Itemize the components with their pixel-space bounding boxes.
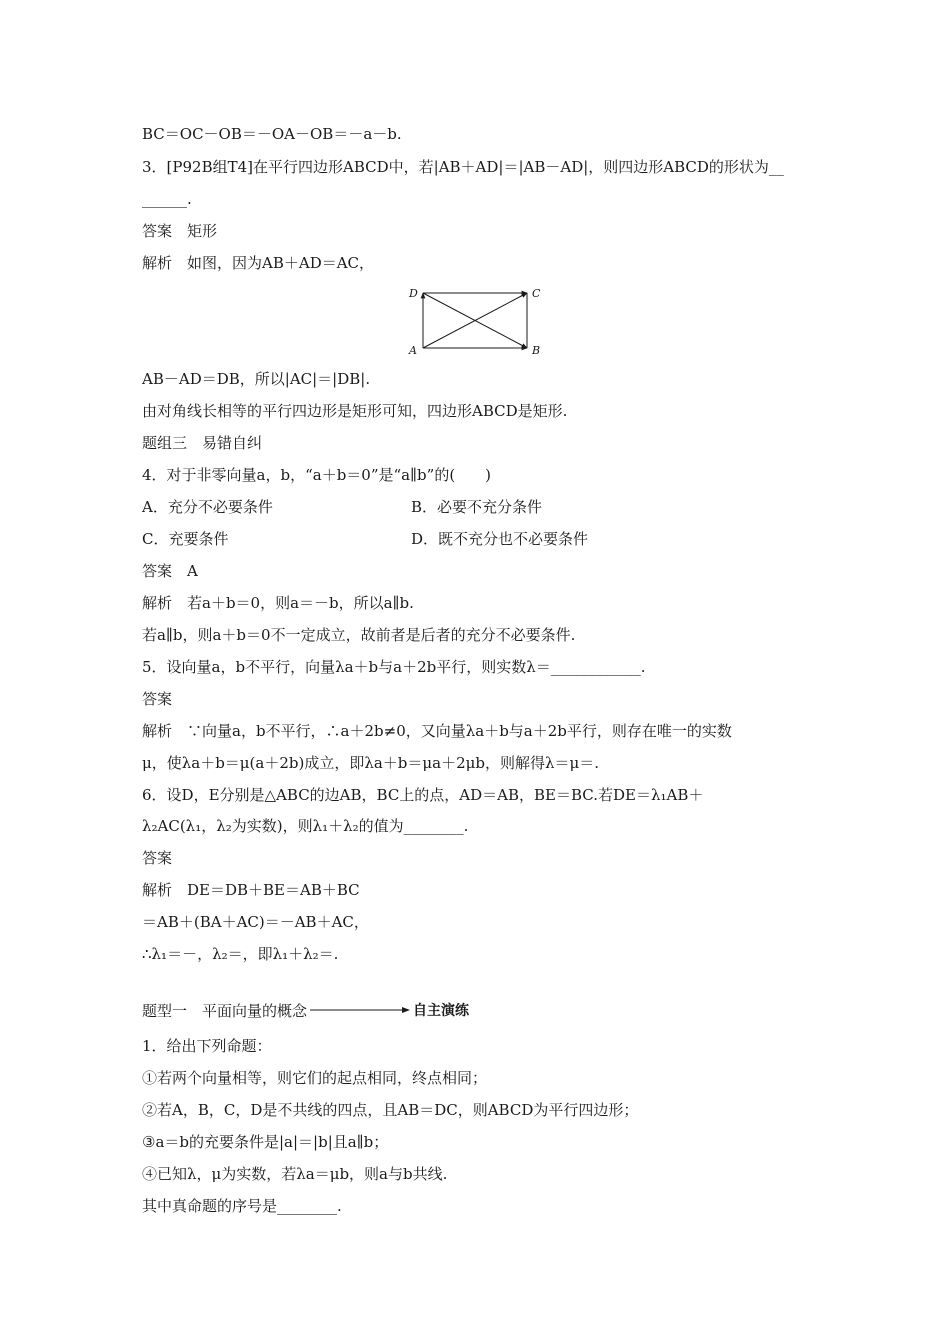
section-arrow (310, 1005, 410, 1015)
proposition-2: ②若A，B，C，D是不共线的四点，且AB＝DC，则ABCD为平行四边形； (142, 1101, 639, 1119)
line-1: BC＝OC－OB＝－OA－OB＝－a－b. (142, 125, 402, 143)
answer-5: 答案 (142, 690, 173, 708)
analysis-5-line-2: μ，使λa＋b＝μ(a＋2b)成立，即λa＋b＝μa＋2μb，则解得λ＝μ＝. (142, 754, 600, 772)
analysis-6-line-2: ＝AB＋(BA＋AC)＝－AB＋AC， (142, 913, 369, 931)
analysis-5-line-1: 解析 ∵向量a，b不平行，∴a＋2b≠0，又向量λa＋b与a＋2b平行，则存在唯一的实数 (142, 722, 732, 740)
question-6-line-1: 6．设D，E分别是△ABC的边AB，BC上的点，AD＝AB，BE＝BC.若DE＝λ₁AB＋ (142, 786, 704, 804)
question-3-line-2: ______. (142, 190, 192, 208)
analysis-3-line-1: 解析 如图，因为AB＋AD＝AC， (142, 254, 375, 272)
question-5: 5．设向量a，b不平行，向量λa＋b与a＋2b平行，则实数λ＝____________. (142, 658, 646, 676)
proposition-1: ①若两个向量相等，则它们的起点相同，终点相同； (142, 1069, 488, 1087)
option-c: C．充要条件 (142, 530, 229, 548)
label-a: A (409, 344, 417, 357)
question-6-line-2: λ₂AC(λ₁，λ₂为实数)，则λ₁＋λ₂的值为________. (142, 817, 469, 835)
analysis-6-line-1: 解析 DE＝DB＋BE＝AB＋BC (142, 881, 360, 899)
label-b: B (532, 344, 541, 357)
analysis-4-line-1: 解析 若a＋b＝0，则a＝－b，所以a∥b. (142, 594, 414, 612)
analysis-6-line-3: ∴λ₁＝－，λ₂＝，即λ₁＋λ₂＝. (142, 945, 339, 963)
proposition-3: ③a＝b的充要条件是|a|＝|b|且a∥b； (142, 1133, 389, 1151)
answer-4: 答案 A (142, 562, 198, 580)
label-d: D (409, 287, 418, 300)
rectangle-diagram (405, 280, 545, 360)
answer-3: 答案 矩形 (142, 222, 218, 240)
analysis-4-line-2: 若a∥b，则a＋b＝0不一定成立，故前者是后者的充分不必要条件. (142, 626, 576, 644)
analysis-3-line-2: AB－AD＝DB，所以|AC|＝|DB|. (142, 370, 371, 388)
analysis-3-line-3: 由对角线长相等的平行四边形是矩形可知，四边形ABCD是矩形. (142, 402, 568, 420)
section-title: 题型一 平面向量的概念 (142, 1001, 308, 1020)
answer-6: 答案 (142, 849, 173, 867)
group-3-heading: 题组三 易错自纠 (142, 434, 263, 452)
section-header (142, 999, 469, 1021)
question-3-line-1: 3．[P92B组T4]在平行四边形ABCD中，若|AB＋AD|＝|AB－AD|，则四边形ABCD的形状为__ (142, 158, 784, 176)
option-d: D．既不充分也不必要条件 (411, 530, 589, 548)
question-4: 4．对于非零向量a，b，“a＋b＝0”是“a∥b”的( ) (142, 466, 492, 484)
question-1-intro: 1．给出下列命题： (142, 1037, 272, 1055)
proposition-4: ④已知λ，μ为实数，若λa＝μb，则a与b共线. (142, 1165, 448, 1183)
question-1-prompt: 其中真命题的序号是________. (142, 1197, 342, 1215)
section-tag: 自主演练 (413, 1003, 470, 1019)
option-a: A．充分不必要条件 (142, 498, 273, 516)
label-c: C (532, 287, 541, 300)
option-b: B．必要不充分条件 (411, 498, 543, 516)
